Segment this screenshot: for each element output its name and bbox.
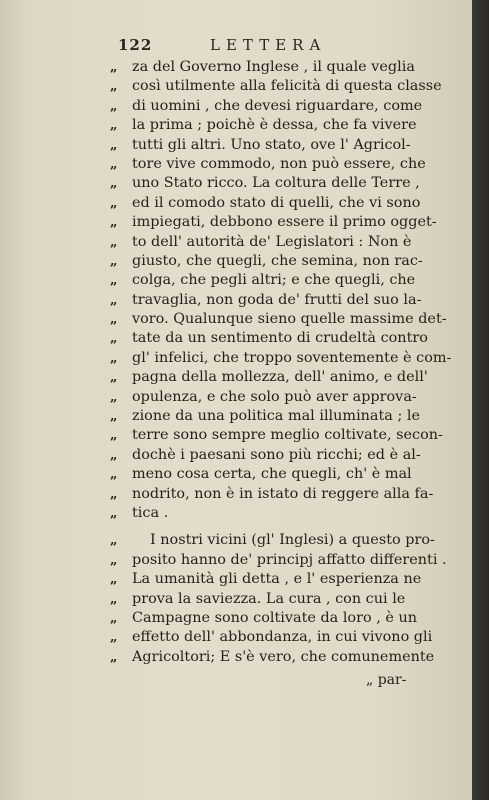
text-line bbox=[110, 609, 446, 628]
quotation-mark: „ bbox=[110, 505, 118, 521]
line-text: impiegati, debbono essere il primo ogget- bbox=[132, 214, 437, 231]
page-header bbox=[118, 36, 358, 56]
quotation-mark: „ bbox=[110, 253, 118, 269]
line-text: zione da una politica mal illuminata ; le bbox=[132, 408, 420, 425]
quotation-mark: „ bbox=[110, 273, 118, 289]
quotation-mark: „ bbox=[110, 467, 118, 483]
text-line bbox=[110, 194, 446, 213]
quotation-mark: „ bbox=[110, 370, 118, 386]
text-line bbox=[110, 407, 446, 426]
text-line bbox=[110, 136, 446, 155]
quotation-mark: „ bbox=[110, 572, 118, 588]
line-text: dochè i paesani sono più ricchi; ed è al- bbox=[132, 446, 421, 463]
text-line bbox=[110, 570, 446, 589]
quotation-mark: „ bbox=[110, 331, 118, 347]
line-text: gl' infelici, che troppo soventemente è com- bbox=[132, 349, 452, 366]
quotation-mark: „ bbox=[110, 215, 118, 231]
letter-body-text bbox=[110, 58, 452, 667]
text-line bbox=[110, 213, 446, 232]
line-text: tore vive commodo, non può essere, che bbox=[132, 155, 426, 172]
quotation-mark: „ bbox=[110, 292, 118, 308]
line-text: nodrito, non è in istato di reggere alla fa- bbox=[132, 485, 434, 502]
line-text: effetto dell' abbondanza, in cui vivono gli bbox=[132, 629, 433, 646]
quotation-mark: „ bbox=[110, 137, 118, 153]
quotation-mark: „ bbox=[110, 486, 118, 502]
text-line bbox=[110, 233, 446, 252]
text-line bbox=[110, 310, 446, 329]
line-text: voro. Qualunque sieno quelle massime det- bbox=[132, 311, 447, 328]
text-line bbox=[110, 551, 446, 570]
text-line bbox=[110, 388, 446, 407]
line-text: za del Governo Inglese , il quale veglia bbox=[132, 59, 415, 75]
quotation-mark: „ bbox=[110, 350, 118, 366]
line-text: posito hanno de' principj affatto differenti . bbox=[132, 551, 447, 568]
quotation-mark: „ bbox=[110, 447, 118, 463]
text-line bbox=[110, 590, 446, 609]
text-line bbox=[110, 648, 446, 667]
line-text: di uomini , che devesi riguardare, come bbox=[132, 97, 423, 114]
paragraph-gap bbox=[110, 523, 446, 531]
line-text: tica . bbox=[132, 504, 169, 521]
text-line bbox=[110, 58, 446, 77]
text-line bbox=[110, 116, 446, 135]
line-text: uno Stato ricco. La coltura delle Terre , bbox=[132, 175, 420, 192]
page-number: 122 bbox=[118, 36, 153, 54]
line-text: colga, che pegli altri; e che quegli, che bbox=[132, 272, 416, 289]
quotation-mark: „ bbox=[110, 389, 118, 405]
line-text: travaglia, non goda de' frutti del suo la- bbox=[132, 291, 422, 308]
text-line bbox=[110, 97, 446, 116]
text-line bbox=[110, 446, 446, 465]
line-text: tate da un sentimento di crudeltà contro bbox=[132, 330, 428, 347]
text-line bbox=[110, 465, 446, 484]
line-text: terre sono sempre meglio coltivate, secon- bbox=[132, 427, 443, 444]
text-line bbox=[110, 155, 446, 174]
line-text: Agricoltori; E s'è vero, che comunemente bbox=[132, 648, 435, 665]
quotation-mark: „ bbox=[110, 552, 118, 568]
line-text: I nostri vicini (gl' Inglesi) a questo pro- bbox=[150, 532, 435, 549]
line-text: to dell' autorità de' Legislatori : Non è bbox=[132, 233, 412, 250]
quotation-mark: „ bbox=[110, 60, 118, 75]
quotation-mark: „ bbox=[110, 176, 118, 192]
quotation-mark: „ bbox=[110, 118, 118, 134]
quotation-mark: „ bbox=[110, 98, 118, 114]
text-line bbox=[110, 271, 446, 290]
text-line bbox=[110, 368, 446, 387]
text-line bbox=[110, 504, 446, 523]
quotation-mark: „ bbox=[110, 591, 118, 607]
line-text: giusto, che quegli, che semina, non rac- bbox=[132, 252, 423, 269]
text-line bbox=[110, 531, 446, 550]
line-text: la prima ; poichè è dessa, che fa vivere bbox=[132, 117, 417, 134]
quotation-mark: „ bbox=[110, 234, 118, 250]
quotation-mark: „ bbox=[110, 533, 118, 549]
line-text: ed il comodo stato di quelli, che vi sono bbox=[132, 194, 421, 211]
quotation-mark: „ bbox=[110, 312, 118, 328]
text-line bbox=[110, 291, 446, 310]
quotation-mark: „ bbox=[110, 649, 118, 665]
text-line bbox=[110, 329, 446, 348]
running-head: LETTERA bbox=[210, 36, 327, 54]
line-text: prova la saviezza. La cura , con cui le bbox=[132, 590, 406, 607]
line-text: opulenza, e che solo può aver approva- bbox=[132, 388, 417, 405]
line-text: Campagne sono coltivate da loro , è un bbox=[132, 609, 417, 626]
quotation-mark: „ bbox=[110, 428, 118, 444]
quotation-mark: „ bbox=[110, 610, 118, 626]
text-line bbox=[110, 349, 452, 368]
line-text: tutti gli altri. Uno stato, ove l' Agricol- bbox=[132, 136, 411, 153]
quotation-mark: „ bbox=[110, 409, 118, 425]
book-spine-edge bbox=[472, 0, 489, 800]
catchword: „ par- bbox=[366, 672, 407, 688]
line-text: La umanità gli detta , e l' esperienza ne bbox=[132, 571, 422, 588]
line-text: pagna della mollezza, dell' animo, e dell' bbox=[132, 369, 428, 386]
text-line bbox=[110, 252, 446, 271]
quotation-mark: „ bbox=[110, 195, 118, 211]
quotation-mark: „ bbox=[110, 156, 118, 172]
text-line bbox=[110, 77, 446, 96]
line-text: meno cosa certa, che quegli, ch' è mal bbox=[132, 466, 412, 483]
text-line bbox=[110, 174, 446, 193]
text-line bbox=[110, 426, 446, 445]
quotation-mark: „ bbox=[110, 630, 118, 646]
quotation-mark: „ bbox=[110, 79, 118, 95]
text-line bbox=[110, 628, 446, 647]
text-line bbox=[110, 485, 446, 504]
line-text: così utilmente alla felicità di questa classe bbox=[132, 78, 442, 95]
